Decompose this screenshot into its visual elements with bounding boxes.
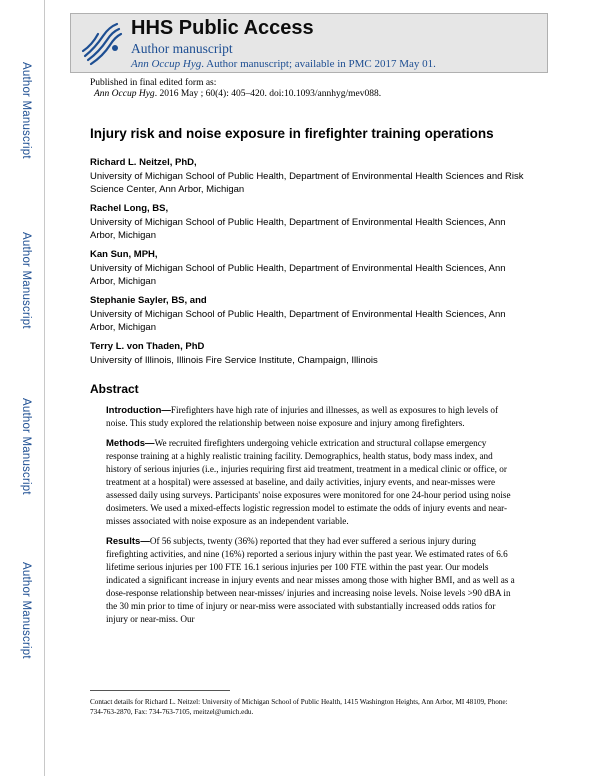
abstract-methods <box>106 437 516 528</box>
published-info <box>90 78 381 100</box>
sidebar-label-4: Author Manuscript <box>20 562 32 659</box>
abstract-body <box>106 404 516 633</box>
section-lead: Introduction— <box>106 405 171 416</box>
author-affiliation: University of Michigan School of Public Health, Department of Environmental Health Sciences, Ann Arbor, Michigan <box>90 217 506 241</box>
availability-line <box>131 58 436 70</box>
published-label: Published in final edited form as: <box>90 78 217 88</box>
author-affiliation: University of Michigan School of Public Health, Department of Environmental Health Sciences, Ann Arbor, Michigan <box>90 309 506 333</box>
section-text: Of 56 subjects, twenty (36%) reported that they had ever suffered a serious injury during firefighting activities, and nine (16%) reported a serious injury within the past year. We estimated rates of 6.6 lifetime serious injuries per 100 FTE 16.1 serious injuries per 100 FTE within the past year. Our models indicated a significant increase in injury events and near misses among those with higher BMI, and as well as a dose-response relationship between near-misses/ injuries and increasing noise levels. Noise levels >90 dBA in the 30 min prior to time of injury or near-miss were associated with substantially increased odds ratios for injury or near-miss. Our <box>106 536 515 624</box>
author-entry <box>90 294 530 334</box>
sidebar-label-2: Author Manuscript <box>20 232 32 329</box>
section-text: We recruited firefighters undergoing vehicle extrication and structural collapse emergency response training at a highly realistic training facility. Demographics, health status, body mass index, and history of serious injuries (i.e., injuries requiring first aid treatment, treatment in a medical clinic or office, or treatment at a hospital) were assessed at baseline, and daily activities, injury events, and near-misses were assessed daily using surveys. Participants' noise exposures were monitored for one 24-hour period using noise dosimeters. We used a mixed-effects logistic regression model to estimate the odds of injury events and near-misses associated with noise exposure as an independent variable. <box>106 438 511 526</box>
hhs-title: HHS Public Access <box>131 17 314 39</box>
hhs-eagle-logo-icon <box>77 18 125 68</box>
author-name: Stephanie Sayler, BS, and <box>90 295 207 306</box>
author-manuscript-label: Author manuscript <box>131 41 233 56</box>
article-title: Injury risk and noise exposure in firefighter training operations <box>90 126 494 141</box>
author-name: Rachel Long, BS, <box>90 203 169 214</box>
author-name: Kan Sun, MPH, <box>90 249 158 260</box>
abstract-heading: Abstract <box>90 382 139 396</box>
author-affiliation: University of Illinois, Illinois Fire Service Institute, Champaign, Illinois <box>90 355 378 366</box>
author-affiliation: University of Michigan School of Public Health, Department of Environmental Health Sciences and Risk Science Center, Ann Arbor, Michigan <box>90 171 524 195</box>
sidebar-label-1: Author Manuscript <box>20 62 32 159</box>
sidebar-label-3: Author Manuscript <box>20 398 32 495</box>
author-name: Terry L. von Thaden, PhD <box>90 341 205 352</box>
header-journal: Ann Occup Hyg <box>131 58 202 70</box>
contact-footnote: Contact details for Richard L. Neitzel: University of Michigan School of Public Health, 1415 Washington Heights, Ann Arbor, MI 48109, Phone: 734-763-2870, Fax: 734-763-7105, rneitzel@umich.edu. <box>90 698 508 716</box>
author-entry <box>90 202 530 242</box>
footnote-divider <box>90 690 230 691</box>
published-journal: Ann Occup Hyg <box>94 89 155 99</box>
abstract-results <box>106 535 516 626</box>
author-entry <box>90 156 530 196</box>
author-name: Richard L. Neitzel, PhD, <box>90 157 197 168</box>
section-lead: Results— <box>106 536 150 547</box>
author-entry <box>90 340 530 367</box>
header-availability: . Author manuscript; available in PMC 2017 May 01. <box>201 58 436 70</box>
published-citation <box>90 89 381 100</box>
author-affiliation: University of Michigan School of Public Health, Department of Environmental Health Sciences, Ann Arbor, Michigan <box>90 263 506 287</box>
sidebar-divider <box>44 0 45 776</box>
author-entry <box>90 248 530 288</box>
section-text: Firefighters have high rate of injuries and illnesses, as well as exposures to high levels of noise. This study explored the relationship between noise exposure and injury among firefighters. <box>106 405 499 428</box>
hhs-header <box>70 13 548 73</box>
section-lead: Methods— <box>106 438 155 449</box>
abstract-introduction <box>106 404 516 430</box>
author-list <box>90 156 530 373</box>
published-details: . 2016 May ; 60(4): 405–420. doi:10.1093/annhyg/mev088. <box>154 89 382 99</box>
